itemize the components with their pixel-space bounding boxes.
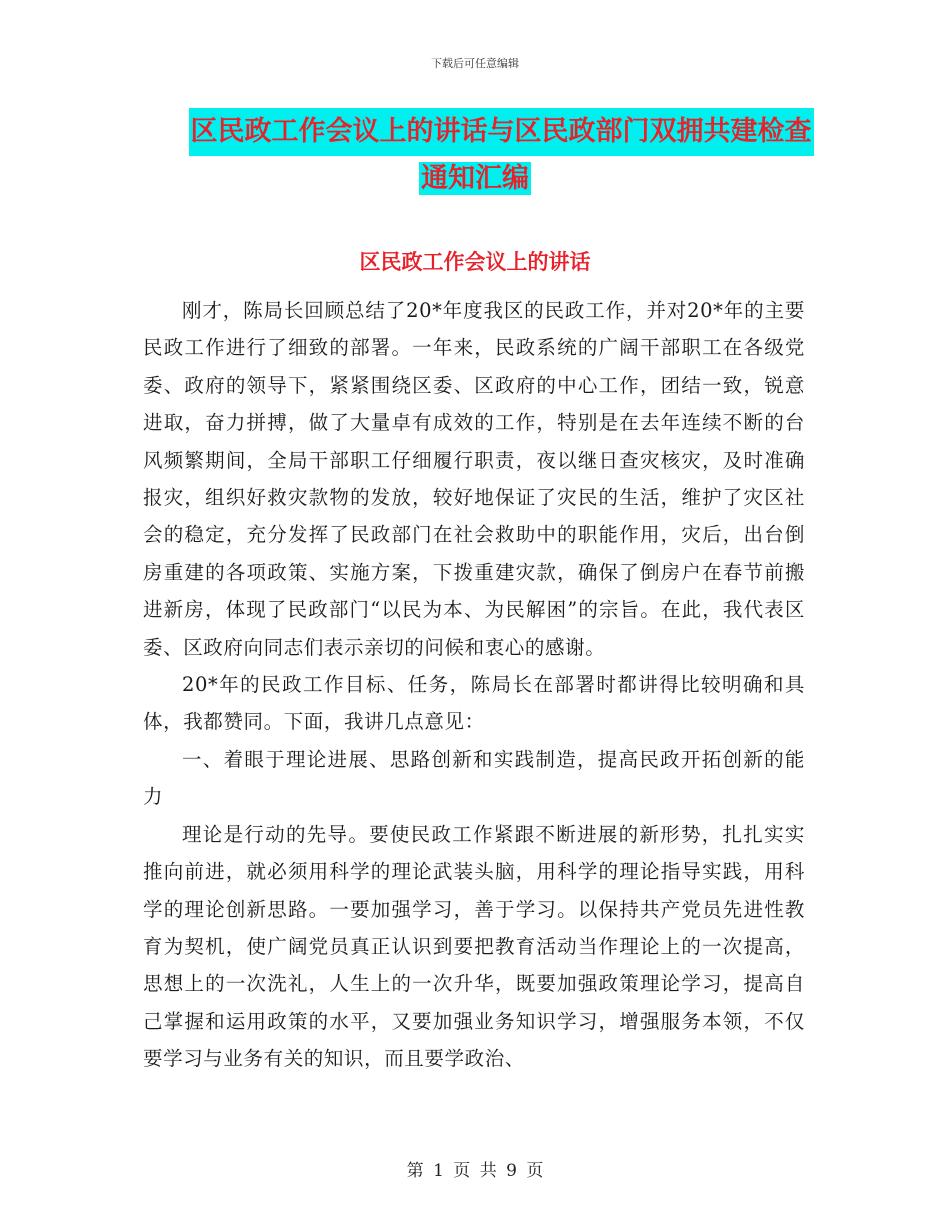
document-title <box>0 108 950 202</box>
paragraph: 20*年的民政工作目标、任务，陈局长在部署时都讲得比较明确和具体，我都赞同。下面，我讲几点意见： <box>143 673 805 734</box>
document-body <box>143 292 805 1078</box>
paragraph: 一、着眼于理论进展、思路创新和实践制造，提高民政开拓创新的能力 <box>143 747 805 809</box>
paragraph: 理论是行动的先导。要使民政工作紧跟不断进展的新形势，扎扎实实推向前进，就必须用科学的理论武装头脑，用科学的理论指导实践，用科学的理论创新思路。一要加强学习，善于学习。以保持共产党员先进性教育为契机，使广阔党员真正认识到要把教育活动当作理论上的一次提高，思想上的一次洗礼，人生上的一次升华，既要加强政策理论学习，提高自己掌握和运用政策的水平，又要加强业务知识学习，增强服务本领，不仅要学习与业务有关的知识，而且要学政治、 <box>143 822 805 1071</box>
page-header-note: 下载后可任意编辑 <box>431 57 519 70</box>
document-title-line-2: 通知汇编 <box>421 163 529 194</box>
page-number: 第 1 页 共 9 页 <box>406 1161 544 1181</box>
document-title-line-1: 区民政工作会议上的讲话与区民政部门双拥共建检查 <box>189 108 814 156</box>
paragraph: 刚才，陈局长回顾总结了20*年度我区的民政工作，并对20*年的主要民政工作进行了细致的部署。一年来，民政系统的广阔干部职工在各级党委、政府的领导下，紧紧围绕区委、区政府的中心工作，团结一致，锐意进取，奋力拼搏，做了大量卓有成效的工作，特别是在去年连续不断的台风频繁期间，全局干部职工仔细履行职责，夜以继日查灾核灾，及时准确报灾，组织好救灾款物的发放，较好地保证了灾民的生活，维护了灾区社会的稳定，充分发挥了民政部门在社会救助中的职能作用，灾后，出台倒房重建的各项政策、实施方案，下拨重建灾款，确保了倒房户在春节前搬进新房，体现了民政部门“以民为本、为民解困”的宗旨。在此，我代表区委、区政府向同志们表示亲切的问候和衷心的感谢。 <box>143 299 805 659</box>
section-title: 区民政工作会议上的讲话 <box>359 250 591 274</box>
